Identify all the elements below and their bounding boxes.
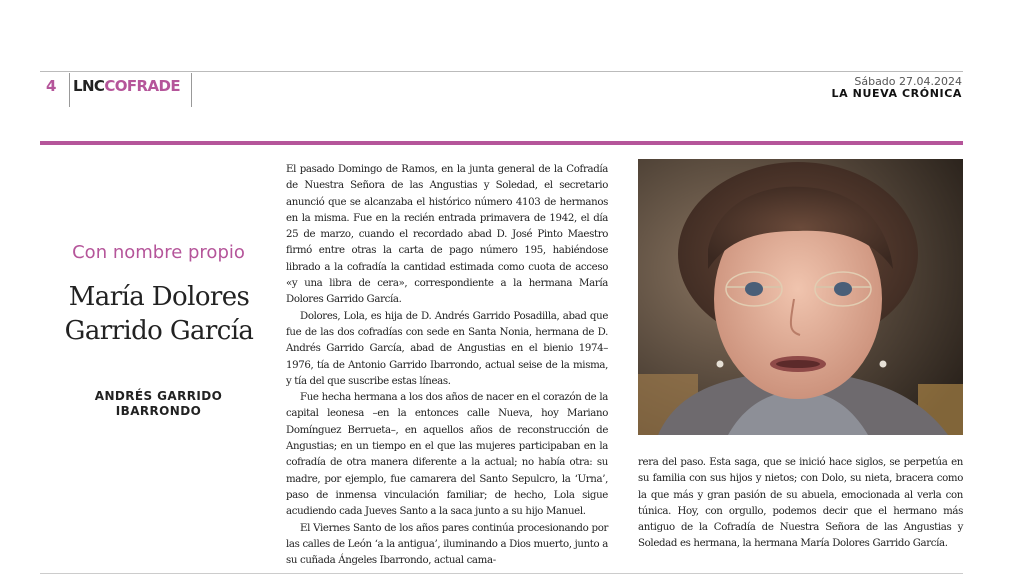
footer-rule (40, 573, 963, 574)
page-number: 4 (46, 77, 57, 95)
headline-line: María Dolores (68, 282, 250, 312)
article-headline (34, 280, 284, 348)
article-kicker: Con nombre propio (72, 242, 245, 263)
article-paragraph: Dolores, Lola, es hija de D. Andrés Garrido Posadilla, abad que fue de las dos cofradías con sede en Santa Nonia, hermana de D. Andrés Garrido García, abad de Angustias en el bienio 1974–1976, tía de Antonio Garrido Ibarrondo, actual seise de la misma, y tía del que suscribe estas líneas. (286, 310, 608, 387)
newspaper-name: LA NUEVA CRÓNICA (831, 87, 962, 100)
byline-line: ANDRÉS GARRIDO (94, 389, 223, 403)
article-paragraph: El pasado Domingo de Ramos, en la junta general de la Cofradía de Nuestra Señora de las Angustias y Soledad, el secretario anunció que se alcanzaba el histórico número 4103 de hermanos en la misma. Fue en la recién entrada primavera de 1942, el día 25 de marzo, cuando el recordado abad D. José Pinto Maestro firmó entre otras la carta de pago número 195, habiéndose librado a la cofradía la cantidad estimada como cuota de acceso «y una libra de cera», correspondiente a la hermana María Dolores Garrido García. (286, 164, 608, 306)
header-separator (69, 73, 70, 107)
byline-line: IBARRONDO (115, 404, 202, 418)
article-paragraph: El Viernes Santo de los años pares continúa procesionando por las calles de León ‘a la antigua’, iluminando a Dios muerto, junto a su cuñada Ángeles Ibarrondo, actual cama- (286, 522, 608, 567)
section-title (73, 77, 180, 95)
accent-rule (40, 141, 963, 145)
portrait-illustration (638, 159, 963, 435)
article-column-1 (286, 162, 608, 569)
article-byline (40, 389, 277, 419)
issue-date: Sábado 27.04.2024 (854, 75, 962, 88)
article-paragraph: rera del paso. Esta saga, que se inició hace siglos, se perpetúa en su familia con sus hijos y nietos; con Dolo, su nieta, bracera como la que más y gran pasión de su abuela, emocionada al verla con túnica. Hoy, con orgullo, podemos decir que el hermano más antiguo de la Cofradía de Nuestra Señora de las Angustias y Soledad es hermana, la hermana María Dolores Garrido García. (638, 457, 963, 550)
section-prefix: LNC (73, 77, 105, 95)
headline-line: Garrido García (64, 316, 254, 346)
section-name: COFRADE (104, 77, 180, 95)
portrait-photo (638, 159, 963, 435)
article-column-2 (638, 455, 963, 553)
header-top-rule (40, 71, 963, 72)
header-separator (191, 73, 192, 107)
article-paragraph: Fue hecha hermana a los dos años de nacer en el corazón de la capital leonesa –en la entonces calle Nueva, hoy Mariano Domínguez Berrueta–, en aquellos años de reconstrucción de Angustias; en un tiempo en el que las mujeres participaban en la cofradía de otra manera diferente a la actual; no había otra: su madre, por ejemplo, fue camarera del Santo Sepulcro, la ‘Urna’, paso de inmensa vinculación familiar; de hecho, Lola sigue acudiendo cada Jueves Santo a la saca junto a su hijo Manuel. (286, 392, 608, 518)
